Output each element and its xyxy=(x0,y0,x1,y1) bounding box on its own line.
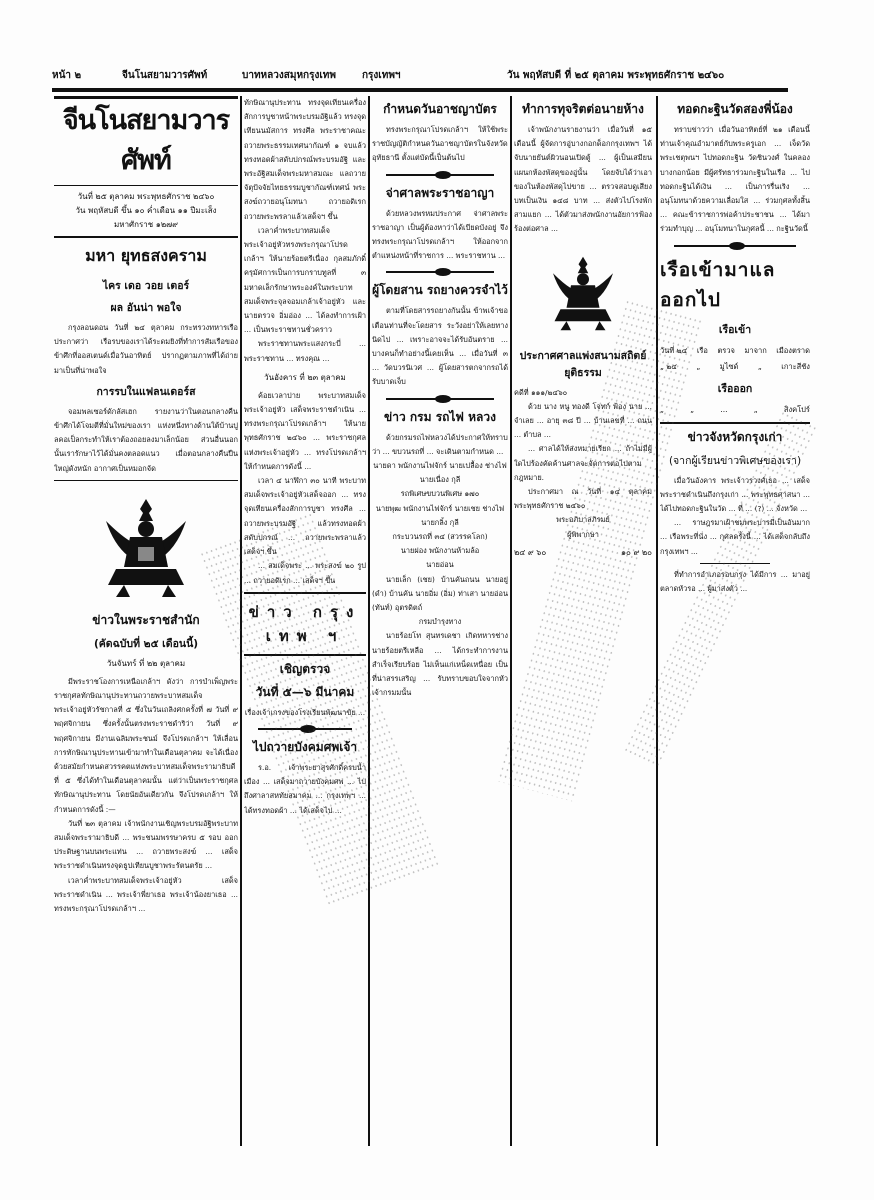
ornament-divider xyxy=(386,174,494,176)
staff-line: นายผ่อง พนักงานห้ามล้อ xyxy=(400,546,480,556)
invite-headline: เชิญตรวจ xyxy=(279,661,331,676)
article-paragraph: ... ราษฎรมาเฝ้าชมพระบารมีเป็นอันมาก ... เรือพระที่นั่ง ... กุศลครั้งนี้ ... ได้เสด็จกลับถึงกรุงเทพฯ ... xyxy=(660,518,810,556)
article-paragraph: ... ศาลได้ให้ส่งหมายเรียก ... ถ้าไม่มีผู้ใดไปร้องคัดค้านศาลจะจัดการต่อไปตามกฎหมาย. xyxy=(514,444,652,482)
train-line: กระบวนรถที่ ๓๔ (สวรรคโลก) xyxy=(392,532,488,542)
article-paragraph: วันที่ ๒๓ ตุลาคม เจ้าพนักงานเชิญพระบรมอัฐิพระบาทสมเด็จพระรามาธิบดี ... พระชนมพรรษาครบ ๕ รอบ ออกประดิษฐานบนพระแท่น ... ถวายพระสงฆ์ ... เสด็จพระราชดำเนินทรงจุดธูปเทียนบูชาพระรัตนตรัย ... xyxy=(54,818,238,871)
table-row: „ „ ... „ สิงคโปร์ xyxy=(660,404,810,414)
masthead-date: วันที่ ๒๕ ตุลาคม พระพุทธศักราช ๒๔๖๐ xyxy=(77,192,215,201)
masthead-lunar-date: วัน พฤหัสบดี ขึ้น ๑๐ ค่ำเดือน ๑๑ ปีมะเส็ง xyxy=(75,206,217,215)
article-paragraph: นายเล็ก (เชย) บ้านคันถนน นายอยู่ (ดำ) บ้านคัน นายอิ่ม (อิ่ม) ท่าเสา นายอ่อน (ทันท์) อุตรดิตถ์ xyxy=(372,574,508,613)
divider xyxy=(660,422,810,424)
city: กรุงเทพฯ xyxy=(362,70,401,81)
article-paragraph: มีพระราชโองการเหนือเกล้าฯ ดังว่า การบำเพ็ญพระราชกุศลทักษิณานุประทานถวายพระบาทสมเด็จพระเจ้าอยู่หัวรัชกาลที่ ๕ ซึ่งในวันเถลิงศกครั้งที่ ๗ วันที่ ๙ พฤศจิกายน ซึ่งครั้งนั้นตรงพระราชดำริว่า วันที่ ๙ พฤศจิกายน มีงานเฉลิมพระชนม์ จึงโปรดเกล้าฯ ให้เลื่อนการทักษิณานุประทานเข้ามาทำในเดือนตุลาคม จะได้เนื่องด้วยสมัยกำหนดสวรรคตแห่งพระบาทสมเด็จพระรามาธิบดีที่ ๕ ซึ่งได้ทำในเดือนตุลาคมนั้น แต่ว่าเป็นพระราชกุศลทักษิณานุประทาน โดยนัยอันเดียวกัน จึงโปรดเกล้าฯ ให้กำหนดการดังนี้ :— xyxy=(54,676,238,814)
caution-headline: ผู้โดยสาน รถยางควรจำไว้ xyxy=(372,283,508,298)
divider xyxy=(54,480,238,481)
court-news-headline: ข่าวในพระราชสำนัก xyxy=(92,612,200,627)
article-paragraph: เวลา ๔ นาฬิกา ๓๐ นาที พระบาทสมเด็จพระเจ้าอยู่หัวเสด็จออก ... ทรงจุดเทียนเครื่องสักการบูชา ทรงศีล ... ถวายพระบรมอัฐิ แล้วทรงทอดผ้าสดับปกรณ์ ... ถวายพระพรลาแล้วเสด็จฯ ขึ้น xyxy=(244,476,366,557)
article-paragraph: เมื่อวันอังคาร พระเจ้าวรวงศ์เธอ ... เสด็จพระราชดำเนินถึงกรุงเก่า ... พระพุทธศาสนา ... ได้ไปทอดกะฐินในวัด ... ที่ ... (?) ... จังหวัด ... xyxy=(660,475,810,514)
staff-line: นายพุฒ พนักงานไฟจักร์ นายเชย ช่างไฟ นายกลิ้ง กุลี xyxy=(375,503,505,527)
divider xyxy=(700,563,770,564)
column-4 xyxy=(514,96,652,1140)
article-paragraph: ทักษิณานุประทาน ทรงจุดเทียนเครื่องสักการบูชาหน้าพระบรมอัฐิแล้ว ทรงจุดเทียนนมัสการ ทรงศีล พระราชาคณะถวายพระธรรมเทศนากัณฑ์ ๑ จบแล้ว ทรงทอดผ้าสดับปกรณ์พระบรมอัฐิ และพระอัฐิสมเด็จพระมหาสมณะ แลถวายจัตุปัจจัยไทยธรรมบูชากัณฑ์เทศน์ พระสงฆ์ถวายอนุโมทนา ถวายอดิเรก ถวายพระพรลาแล้วเสด็จฯ ขึ้น xyxy=(244,98,366,221)
article-paragraph: เรื่องเจ้าเกรงของโรงเรียนพัฒนาขัย ... xyxy=(244,707,366,717)
ornament-divider xyxy=(258,728,352,730)
table-row: „ ๒๔ „ มูไซด์ „ เกาะสีชัง xyxy=(660,361,810,371)
travel-headline: ไปถวายบังคมศพเจ้า xyxy=(252,739,358,754)
court-news-date: วันจันทร์ ที่ ๒๒ ตุลาคม xyxy=(106,658,186,668)
article-paragraph: เวลาค่ำพระบาทสมเด็จพระเจ้าอยู่หัวทรงพระกรุณาโปรดเกล้าฯ ให้นายร้อยตรีเนื่อง กุลสมภักดิ์ ครุมัศการเป็นการบกราบทูลที่ ๓ มหาดเล็กรักษาพระองค์ในพระบาทสมเด็จพระจุลจอมเกล้าเจ้าอยู่หัว และนายตรวจ อิ่มอ่อง ... ได้ลงทำการเฝ้า ... เป็นพระราชทานชั่วคราว xyxy=(244,225,366,335)
war-headline: มหา ยุทธสงคราม xyxy=(85,246,207,265)
article-paragraph: พระราชทานพระแสงกระบี่ ... พระราชทาน ... ทรงคุณ ... xyxy=(244,339,366,363)
article-paragraph: ที่ทำการอำเภอรอบกรุง ได้มีการ ... มาอยู่ตลาดหัวรอ ... ผู้มาส่งตัว ... xyxy=(660,569,810,594)
shipping-headline: เรือเข้ามาแลออกไป xyxy=(660,258,776,311)
article-paragraph: ด้วยกรมรถไฟหลวงได้ประกาศให้ทราบว่า ... ขบวนรถที่ ... จะเดินตามกำหนด ... xyxy=(372,432,508,456)
province-news-source: (จากผู้เรียนข่าวพิเศษของเรา) xyxy=(668,454,802,467)
kathin-headline: ทอดกะฐินวัดสองพี่น้อง xyxy=(677,102,793,116)
divider xyxy=(54,236,238,238)
war-subhead: ไคร เดอ วอย เตอร์ xyxy=(102,280,190,292)
staff-line: นายอ่อน xyxy=(426,560,454,570)
date-subhead: วันอังคาร ที่ ๒๓ ตุลาคม xyxy=(264,372,346,382)
ships-in-label: เรือเข้า xyxy=(718,323,752,336)
article-paragraph: จอมพลเซอร์ดักลัสเฮก รายงานว่าในตอนกลางคืนข้าศึกได้โจมตีที่มั่นใหม่ของเรา แห่งหนึ่งทางด้านใต้บ้านปูลคอเป็ลกระทำให้เราต้องถอยลงมาเล็กน้อย ส่วนอื่นนอกนั้นเรารักษาไว้ได้มั่นคงตลอดแนว เมื่อตอนกลางคืนปืนใหญ่ดังหนัก อากาศเป็นหมอกจัด xyxy=(54,406,238,473)
divider xyxy=(244,592,366,594)
publisher: บาทหลวงสมุหกรุงเทพ xyxy=(242,70,336,81)
case-number: คดีที่ ๑๑๑/๒๔๖๐ xyxy=(514,387,568,397)
invite-date: วันที่ ๕—๖ มีนาคม xyxy=(255,684,355,699)
divider xyxy=(54,185,238,186)
staff-line: นายดา พนักงานไฟจักร์ นายเปลื้อง ช่างไฟ นายเนื่อง กุลี xyxy=(373,461,507,485)
train-line: รถพิเศษขบวนพิเศษ ๑๗๐ xyxy=(400,489,480,499)
section-subhead: การรบในแฟลนเดอร์ส xyxy=(96,385,196,398)
masthead-title: จีนโนสยามวารศัพท์ xyxy=(54,96,238,181)
article-paragraph: ประกาศมา ณ วันที่ ๑๔ ตุลาคม พระพุทธศักราช ๒๔๖๐ xyxy=(514,487,652,511)
column-divider xyxy=(368,96,370,1146)
judge-name: พระอภิบาลภิรมย์ xyxy=(556,515,610,525)
court-news-source: (คัดฉบับที่ ๒๕ เดือนนี้) xyxy=(93,637,199,650)
article-paragraph: เจ้าพนักงานรายงานว่า เมื่อวันที่ ๑๕ เดือนนี้ ผู้จัดการอู่บางกอกด็อกกรุงเทพฯ ได้จับนายยันต์ผิวนอนเปิดตู้ ... ผู้เป็นเสมียนแผนกห้องพัสดุของอู่นั้น โดยจับได้ว่าเอาของในห้องพัสดุไปขาย ... ตรวจสอบดูเสียงบทเป็นเงิน ๑๔๘ บาท ... ส่งตัวไปโรงพักสามแยก ... ได้ตัวมาส่งพนักงานอัยการฟ้องร้องต่อศาล ... xyxy=(514,125,652,234)
ships-in-table xyxy=(660,343,810,375)
article-paragraph: ตามที่โดยสารรถยางกันนั้น ข้าพเจ้าขอเตือนท่านที่จะโดยสาร ระวังอย่าให้เลยทางนิดไป ... เพราะอาจจะได้รับอันตราย ... บางคนก็ทำอย่างนี้เคยเห็น ... เมื่อวันที่ ๓ ... วัดบวรนิเวศ ... ผู้โดยสารตกจากรถได้รับบาดเจ็บ xyxy=(372,306,508,387)
table-row: วันที่ ๒๔ เรือ ตรวจ มาจาก เมืองตราด xyxy=(660,345,810,355)
article-paragraph: นายร้อยโท สุนทรเดชา เกิดทหารช่าง นายร้อยตรีเหลือ ... ได้กระทำการงานสำเร็จเรียบร้อย ไม่เห็นแก่เหน็ดเหนื่อย เป็นที่น่าสรรเสริญ ... รับทราบขอบใจจากหัวเจ้ากรมมนั้น xyxy=(372,631,508,698)
column-1 xyxy=(54,96,238,1140)
header-rule xyxy=(52,88,788,92)
railway-headline: ข่าว กรม รถไฟ หลวง xyxy=(384,409,496,424)
war-subhead: ผล อันน่า พอใจ xyxy=(110,302,182,314)
garuda-emblem-icon xyxy=(538,247,628,337)
footer-code: ๒๔ ๙ ๖๐ xyxy=(514,547,547,557)
footer-code: ๑๐ ๙ ๒๐ xyxy=(620,547,652,557)
province-news-headline: ข่าวจังหวัดกรุงเก่า xyxy=(687,429,783,444)
newspaper-name: จีนโนสยามวารศัพท์ xyxy=(122,70,208,81)
dept-line: กรมบำรุงทาง xyxy=(418,617,462,627)
article-paragraph: ร.อ. เจ้าพระยาสุรศักดิ์ครบน้ำเมือง ... เสด็จมาถวายบังคมศพ ... ไปถึงศาลาสหทัยสมาคม ... กรุงเทพฯ ... ได้ทรงทอดผ้า ... ได้เสด็จไป ... xyxy=(244,762,366,815)
ornament-divider xyxy=(386,398,494,400)
garuda-emblem-icon xyxy=(86,491,206,601)
article-paragraph: ทรงพระกรุณาโปรดเกล้าฯ ให้ใช้พระราชบัญญัติกำหนดวันอาชญาบัตรในจังหวัดอุทัยธานี ตั้งแต่บัดนี้เป็นต้นไป xyxy=(372,125,508,163)
column-5 xyxy=(660,96,810,1140)
article-paragraph: ค้อยเวลาบ่าย พระบาทสมเด็จพระเจ้าอยู่หัว เสด็จพระราชดำเนิน ... ทรงพระกรุณาโปรดเกล้าฯ ให้นายพุทธศักราช ๒๔๖๐ ... พระราชกุศลแห่งพระเจ้าอยู่หัว ... ทรงโปรดเกล้าฯ ให้กำหนดการดังนี้ ... xyxy=(244,390,366,471)
issue-date: วัน พฤหัสบดี ที่ ๒๕ ตุลาคม พระพุทธศักราช ๒๔๖๐ xyxy=(507,70,725,81)
article-paragraph: ด้วยหลวงพรหมประกาศ จ่าศาลพระราชอาญา เป็นผู้ต้องหาว่าได้เบียดบังอยู่ จึงทรงพระกรุณาโปรดเกล้าฯ ให้ออกจากตำแหน่งหน้าที่ราชการ ... พระราชทาน ... xyxy=(372,208,508,261)
bangkok-news-headline: ข่าว กรุง เทพ ฯ xyxy=(248,602,362,645)
ornament-divider xyxy=(674,245,796,247)
judge-title: ผู้พิพากษา xyxy=(567,529,599,539)
decree-headline: กำหนดวันอาชญาบัตร xyxy=(383,102,497,116)
court-notice-headline: ประกาศศาลแพ่งสนามสถิตย์ยุติธรรม xyxy=(519,349,647,379)
divider xyxy=(244,654,366,656)
page-number: หน้า ๒ xyxy=(52,70,82,81)
column-divider xyxy=(656,96,658,1146)
column-3 xyxy=(372,96,508,1140)
article-paragraph: ทราบข่าวว่า เมื่อวันอาทิตย์ที่ ๒๑ เดือนนี้ ท่านเจ้าคุณอำมาตย์กับพระครูเอก ... เจ็ดวัดพระเชตุพนฯ ไปทอดกะฐิน วัดชินวงศ์ ในคลองบางกอกน้อย มีผู้ศรัทธาร่วมกะฐินในเรือ ... ไปทอดกะฐินได้เงิน ... เป็นการรื่นเริง ... อนุโมทนาด้วยความเลื่อมใส ... ร่วมกุศลทั้งสิ้น ... คณะข้าราชการพ่อค้าประชาชน ... ได้มาร่วมทำบุญ ... อนุโมทนาในกุศลนี้ ... กะฐินวัดนี้ xyxy=(660,125,810,234)
ornament-divider xyxy=(386,271,494,273)
article-paragraph: เวลาค่ำพระบาทสมเด็จพระเจ้าอยู่หัว เสด็จพระราชดำเนิน ... พระเจ้าพี่ยาเธอ พระเจ้าน้องยาเธอ ... ทรงพระกรุณาโปรดเกล้าฯ ... xyxy=(54,875,238,914)
announcement-headline: จ่าศาลพระราชอาญา xyxy=(385,185,495,200)
running-header xyxy=(52,68,804,86)
article-paragraph: กรุงลอนดอน วันที่ ๒๔ ตุลาคม กระทรวงทหารเรือประกาศว่า เรือรบของเราได้ระดมยิงที่ทำการสัมเรือของข้าศึกที่ออสเตนด์เมื่อวันอาทิตย์ ปรากฏตามภาพที่ได้ถ่ายมาเป็นที่น่าพอใจ xyxy=(54,323,238,375)
column-divider xyxy=(510,96,512,1146)
article-paragraph: ... สมเด็จพระ ... พระสงฆ์ ๒๐ รูป ... ถวายอดิเรก ... เสด็จฯ ขึ้น xyxy=(244,561,366,585)
column-2 xyxy=(244,96,366,1140)
theft-headline: ทำการทุจริตต่อนายห้าง xyxy=(522,102,644,116)
column-divider xyxy=(240,96,242,1146)
article-paragraph: ด้วย นาง หนู ทองดี โจทก์ ฟ้อง นาย ... จำเลย ... อายุ ๓๘ ปี ... บ้านเลขที่ ... ถนน ... ตำบล ... xyxy=(514,401,652,440)
ships-out-label: เรือออก xyxy=(717,382,753,395)
masthead-era: มหาศักราช ๑๒๗๙ xyxy=(114,220,178,229)
